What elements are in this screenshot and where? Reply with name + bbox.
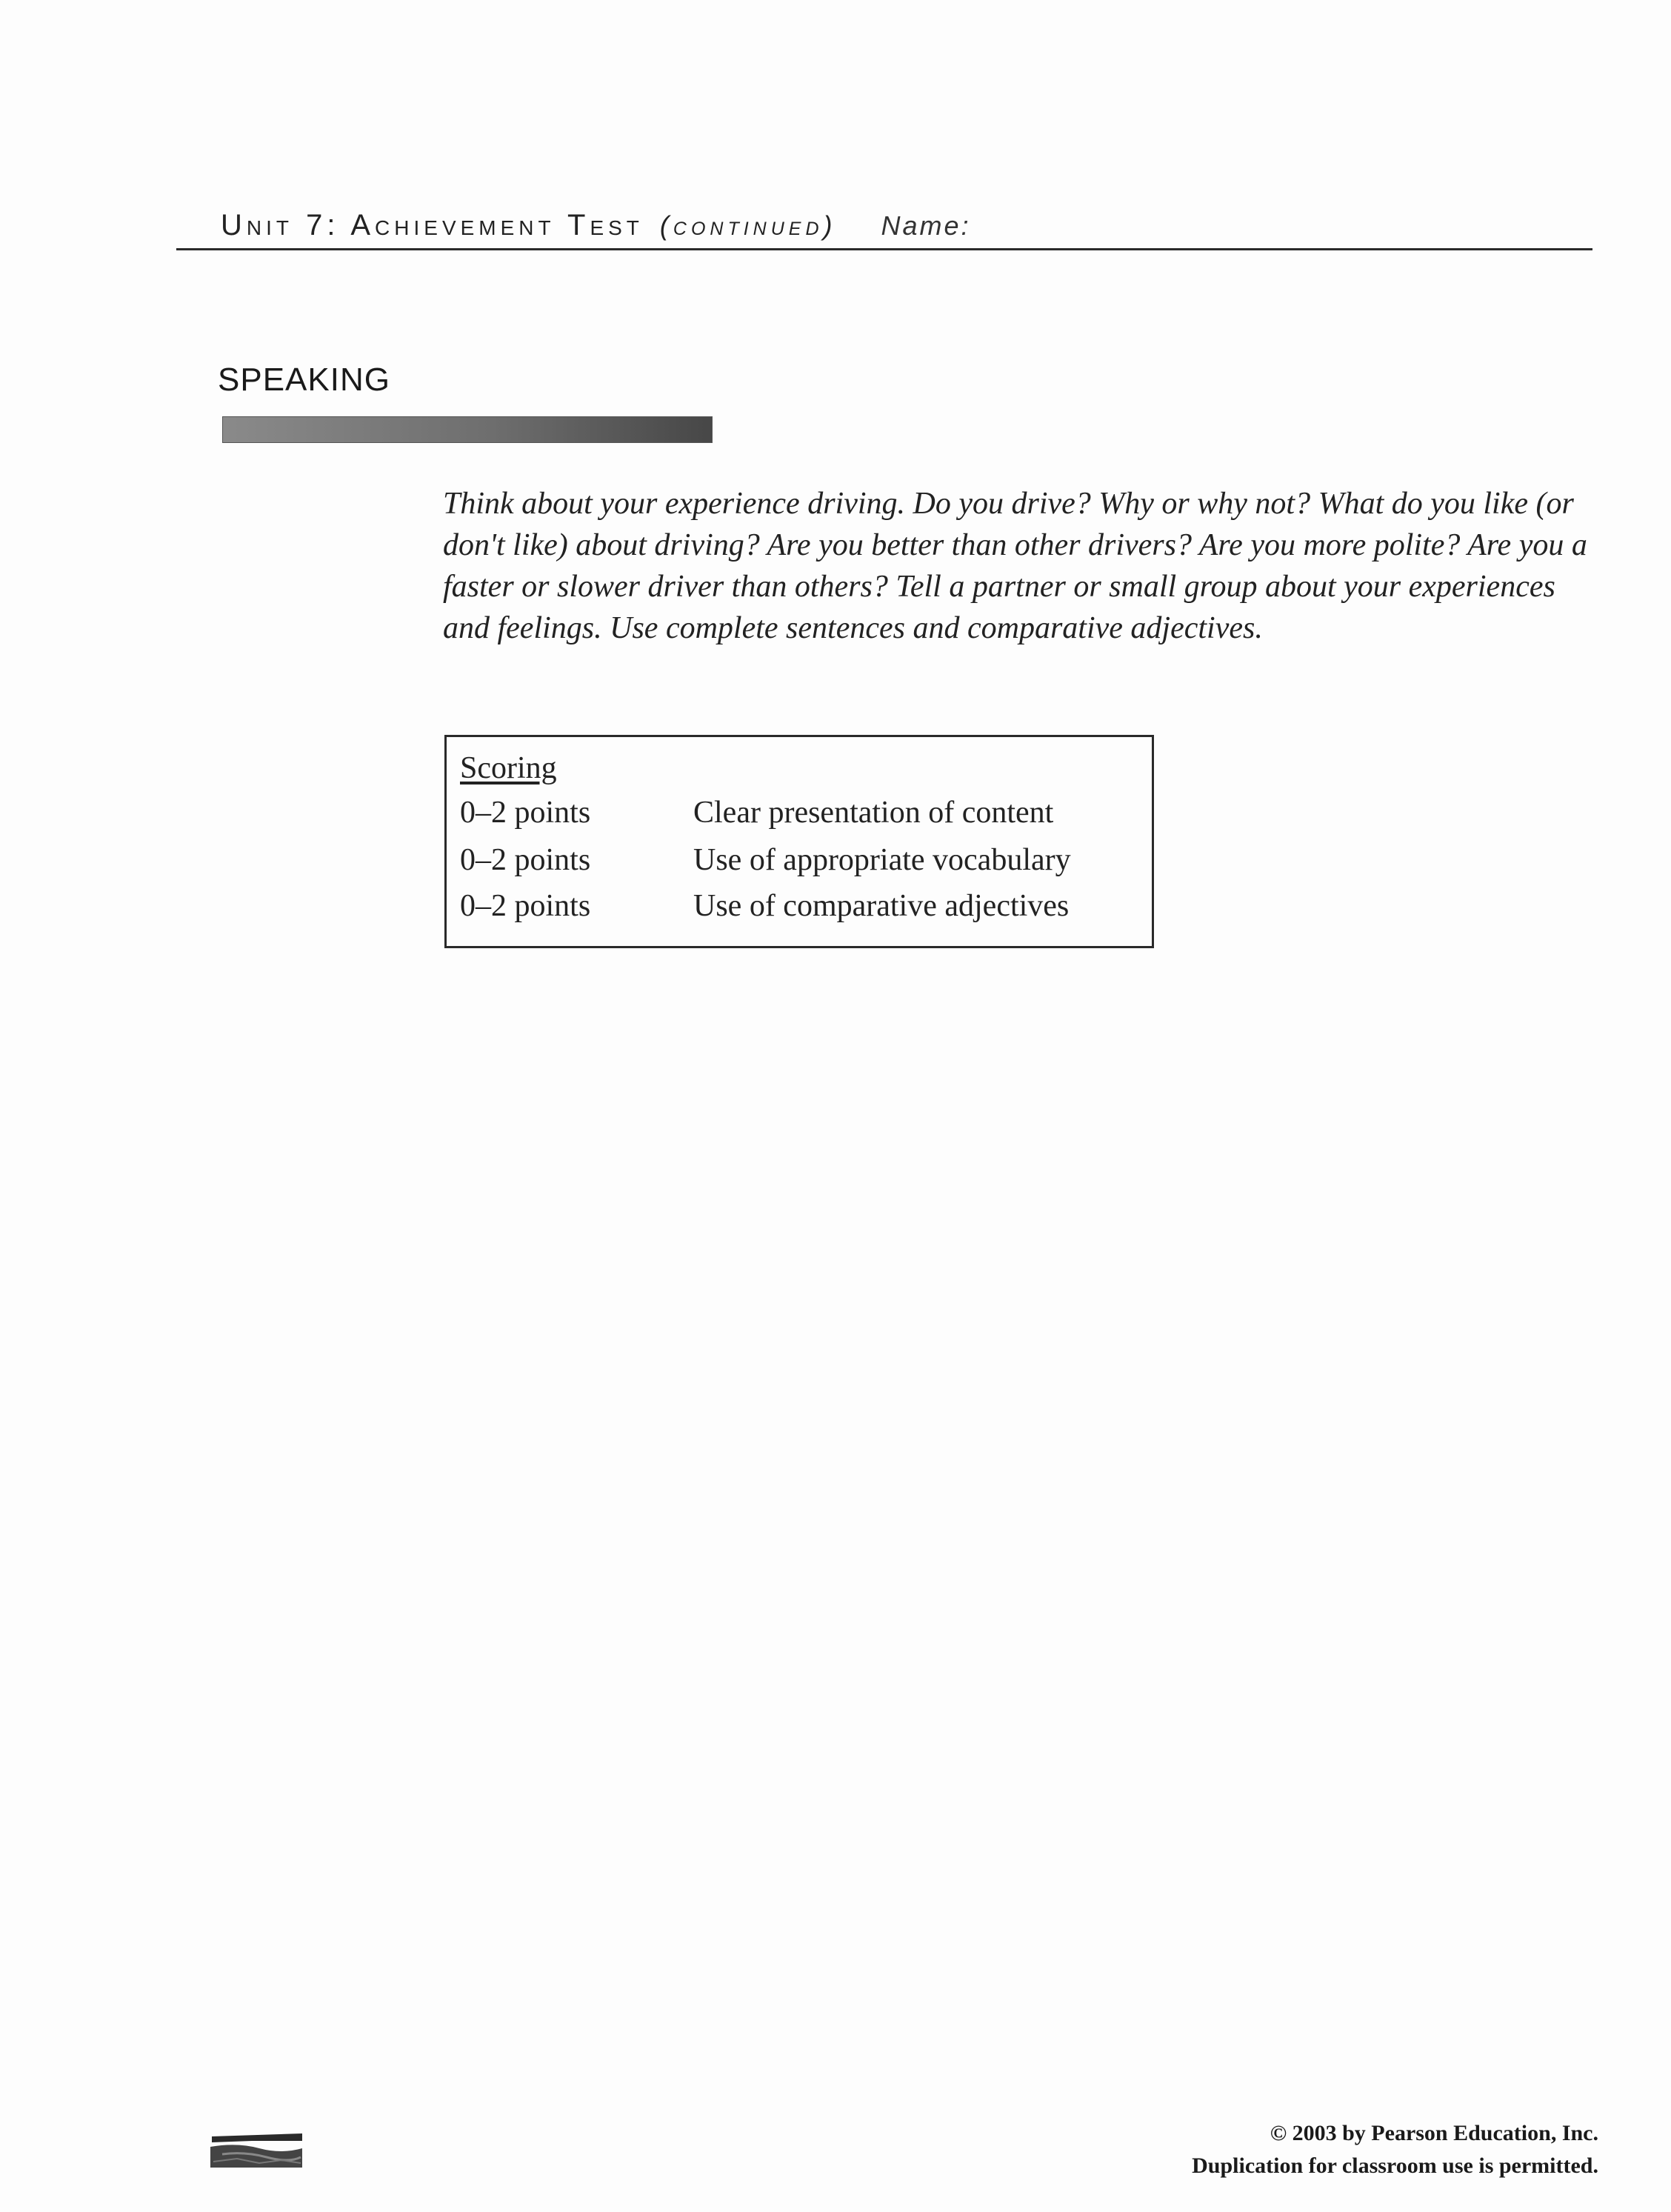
scoring-box <box>444 735 1154 948</box>
scoring-points: 0–2 points <box>460 843 591 877</box>
permission-text: Duplication for classroom use is permitted. <box>1192 2153 1598 2178</box>
section-bar <box>222 416 713 443</box>
name-label: Name: <box>881 210 971 241</box>
section-title: SPEAKING <box>218 362 390 398</box>
copyright-text: © 2003 by Pearson Education, Inc. <box>1270 2121 1598 2145</box>
speaking-prompt: Think about your experience driving. Do you drive? Why or why not? What do you like (or don't like) about driving? Are you better than other drivers? Are you more polite? Are you a faster or slower driver than others? Tell a partner or small group about your experiences and feelings. Use complete sentences and comparative adjectives. <box>443 487 1587 645</box>
scoring-title: Scoring <box>460 751 557 785</box>
scoring-points: 0–2 points <box>460 796 591 830</box>
scoring-criterion: Use of appropriate vocabulary <box>693 843 1071 877</box>
unit-title: Unit 7: Achievement Test <box>221 209 644 241</box>
scoring-row <box>460 795 1141 839</box>
scoring-points: 0–2 points <box>460 889 591 923</box>
scoring-row <box>460 842 1141 887</box>
scoring-criterion: Use of comparative adjectives <box>693 889 1070 923</box>
page-footer <box>1192 2117 1598 2182</box>
publisher-logo-icon <box>207 2132 305 2169</box>
page-header <box>221 209 1480 246</box>
header-rule <box>176 248 1592 250</box>
scoring-criterion: Clear presentation of content <box>693 796 1054 830</box>
continued-label: (continued) <box>659 210 837 241</box>
scoring-row <box>460 888 1141 933</box>
